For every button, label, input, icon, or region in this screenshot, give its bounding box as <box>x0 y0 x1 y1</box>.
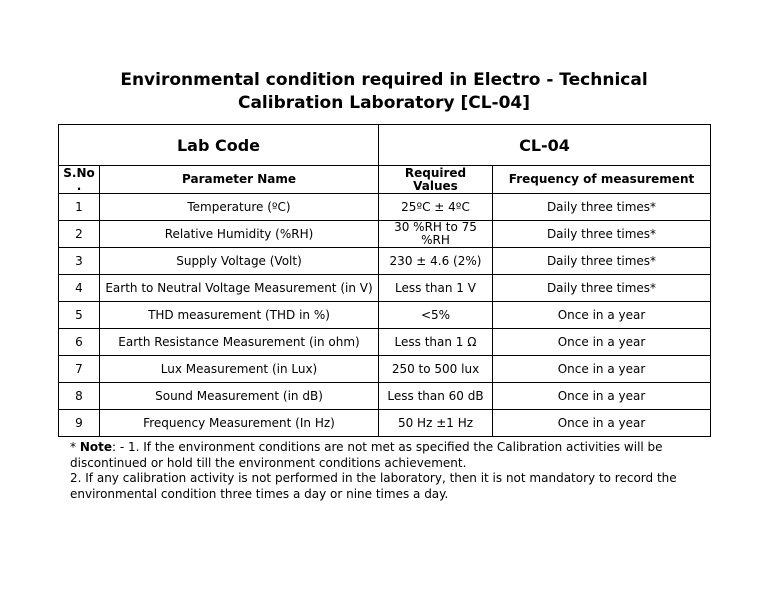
cell-required-value: 50 Hz ±1 Hz <box>379 410 493 437</box>
header-frequency: Frequency of measurement <box>493 166 711 194</box>
table-row <box>59 302 711 329</box>
lab-code-label: Lab Code <box>59 125 379 166</box>
cell-required-value: 25ºC ± 4ºC <box>379 194 493 221</box>
cell-sno: 8 <box>59 383 100 410</box>
cell-sno: 1 <box>59 194 100 221</box>
lab-code-row <box>59 125 711 166</box>
cell-sno: 9 <box>59 410 100 437</box>
cell-sno: 5 <box>59 302 100 329</box>
table-row <box>59 248 711 275</box>
cell-sno: 7 <box>59 356 100 383</box>
cell-frequency: Daily three times* <box>493 275 711 302</box>
cell-parameter-name: Frequency Measurement (In Hz) <box>100 410 379 437</box>
cell-required-value: Less than 60 dB <box>379 383 493 410</box>
cell-parameter-name: Earth Resistance Measurement (in ohm) <box>100 329 379 356</box>
header-parameter-name: Parameter Name <box>100 166 379 194</box>
note-line-2: 2. If any calibration activity is not performed in the laboratory, then it is not mandatory to record the environmental condition three times a day or nine times a day. <box>70 471 677 501</box>
cell-required-value: 230 ± 4.6 (2%) <box>379 248 493 275</box>
cell-frequency: Daily three times* <box>493 248 711 275</box>
note-text-1: : - 1. If the environment conditions are not met as specified the Calibration activities will be discontinued or hold till the environment conditions achievement. <box>70 440 663 470</box>
note-label: Note <box>79 440 112 454</box>
table-row <box>59 383 711 410</box>
cell-required-value: Less than 1 V <box>379 275 493 302</box>
cell-frequency: Once in a year <box>493 410 711 437</box>
cell-sno: 3 <box>59 248 100 275</box>
header-sno: S.No . <box>59 166 100 194</box>
table-row <box>59 356 711 383</box>
cell-parameter-name: Supply Voltage (Volt) <box>100 248 379 275</box>
table-row <box>59 194 711 221</box>
cell-parameter-name: Temperature (ºC) <box>100 194 379 221</box>
document-title <box>0 69 768 115</box>
cell-sno: 2 <box>59 221 100 248</box>
cell-sno: 6 <box>59 329 100 356</box>
header-required-values: Required Values <box>379 166 493 194</box>
note-line-1 <box>70 440 680 471</box>
cell-required-value: 250 to 500 lux <box>379 356 493 383</box>
environmental-conditions-table <box>58 124 711 437</box>
cell-frequency: Daily three times* <box>493 194 711 221</box>
title-line-2: Calibration Laboratory [CL-04] <box>237 93 531 113</box>
table-row <box>59 410 711 437</box>
table-row <box>59 329 711 356</box>
cell-required-value: 30 %RH to 75 %RH <box>379 221 493 248</box>
cell-parameter-name: Earth to Neutral Voltage Measurement (in V) <box>100 275 379 302</box>
cell-frequency: Daily three times* <box>493 221 711 248</box>
cell-parameter-name: Lux Measurement (in Lux) <box>100 356 379 383</box>
cell-parameter-name: Sound Measurement (in dB) <box>100 383 379 410</box>
cell-frequency: Once in a year <box>493 329 711 356</box>
table-row <box>59 275 711 302</box>
table-header-row <box>59 166 711 194</box>
table-row <box>59 221 711 248</box>
cell-required-value: Less than 1 Ω <box>379 329 493 356</box>
cell-required-value: <5% <box>379 302 493 329</box>
title-line-1: Environmental condition required in Electro - Technical <box>120 70 648 90</box>
cell-frequency: Once in a year <box>493 302 711 329</box>
lab-code-value: CL-04 <box>379 125 711 166</box>
note-block <box>70 440 680 502</box>
cell-frequency: Once in a year <box>493 383 711 410</box>
cell-parameter-name: THD measurement (THD in %) <box>100 302 379 329</box>
cell-frequency: Once in a year <box>493 356 711 383</box>
note-prefix: * <box>70 440 80 454</box>
cell-parameter-name: Relative Humidity (%RH) <box>100 221 379 248</box>
cell-sno: 4 <box>59 275 100 302</box>
